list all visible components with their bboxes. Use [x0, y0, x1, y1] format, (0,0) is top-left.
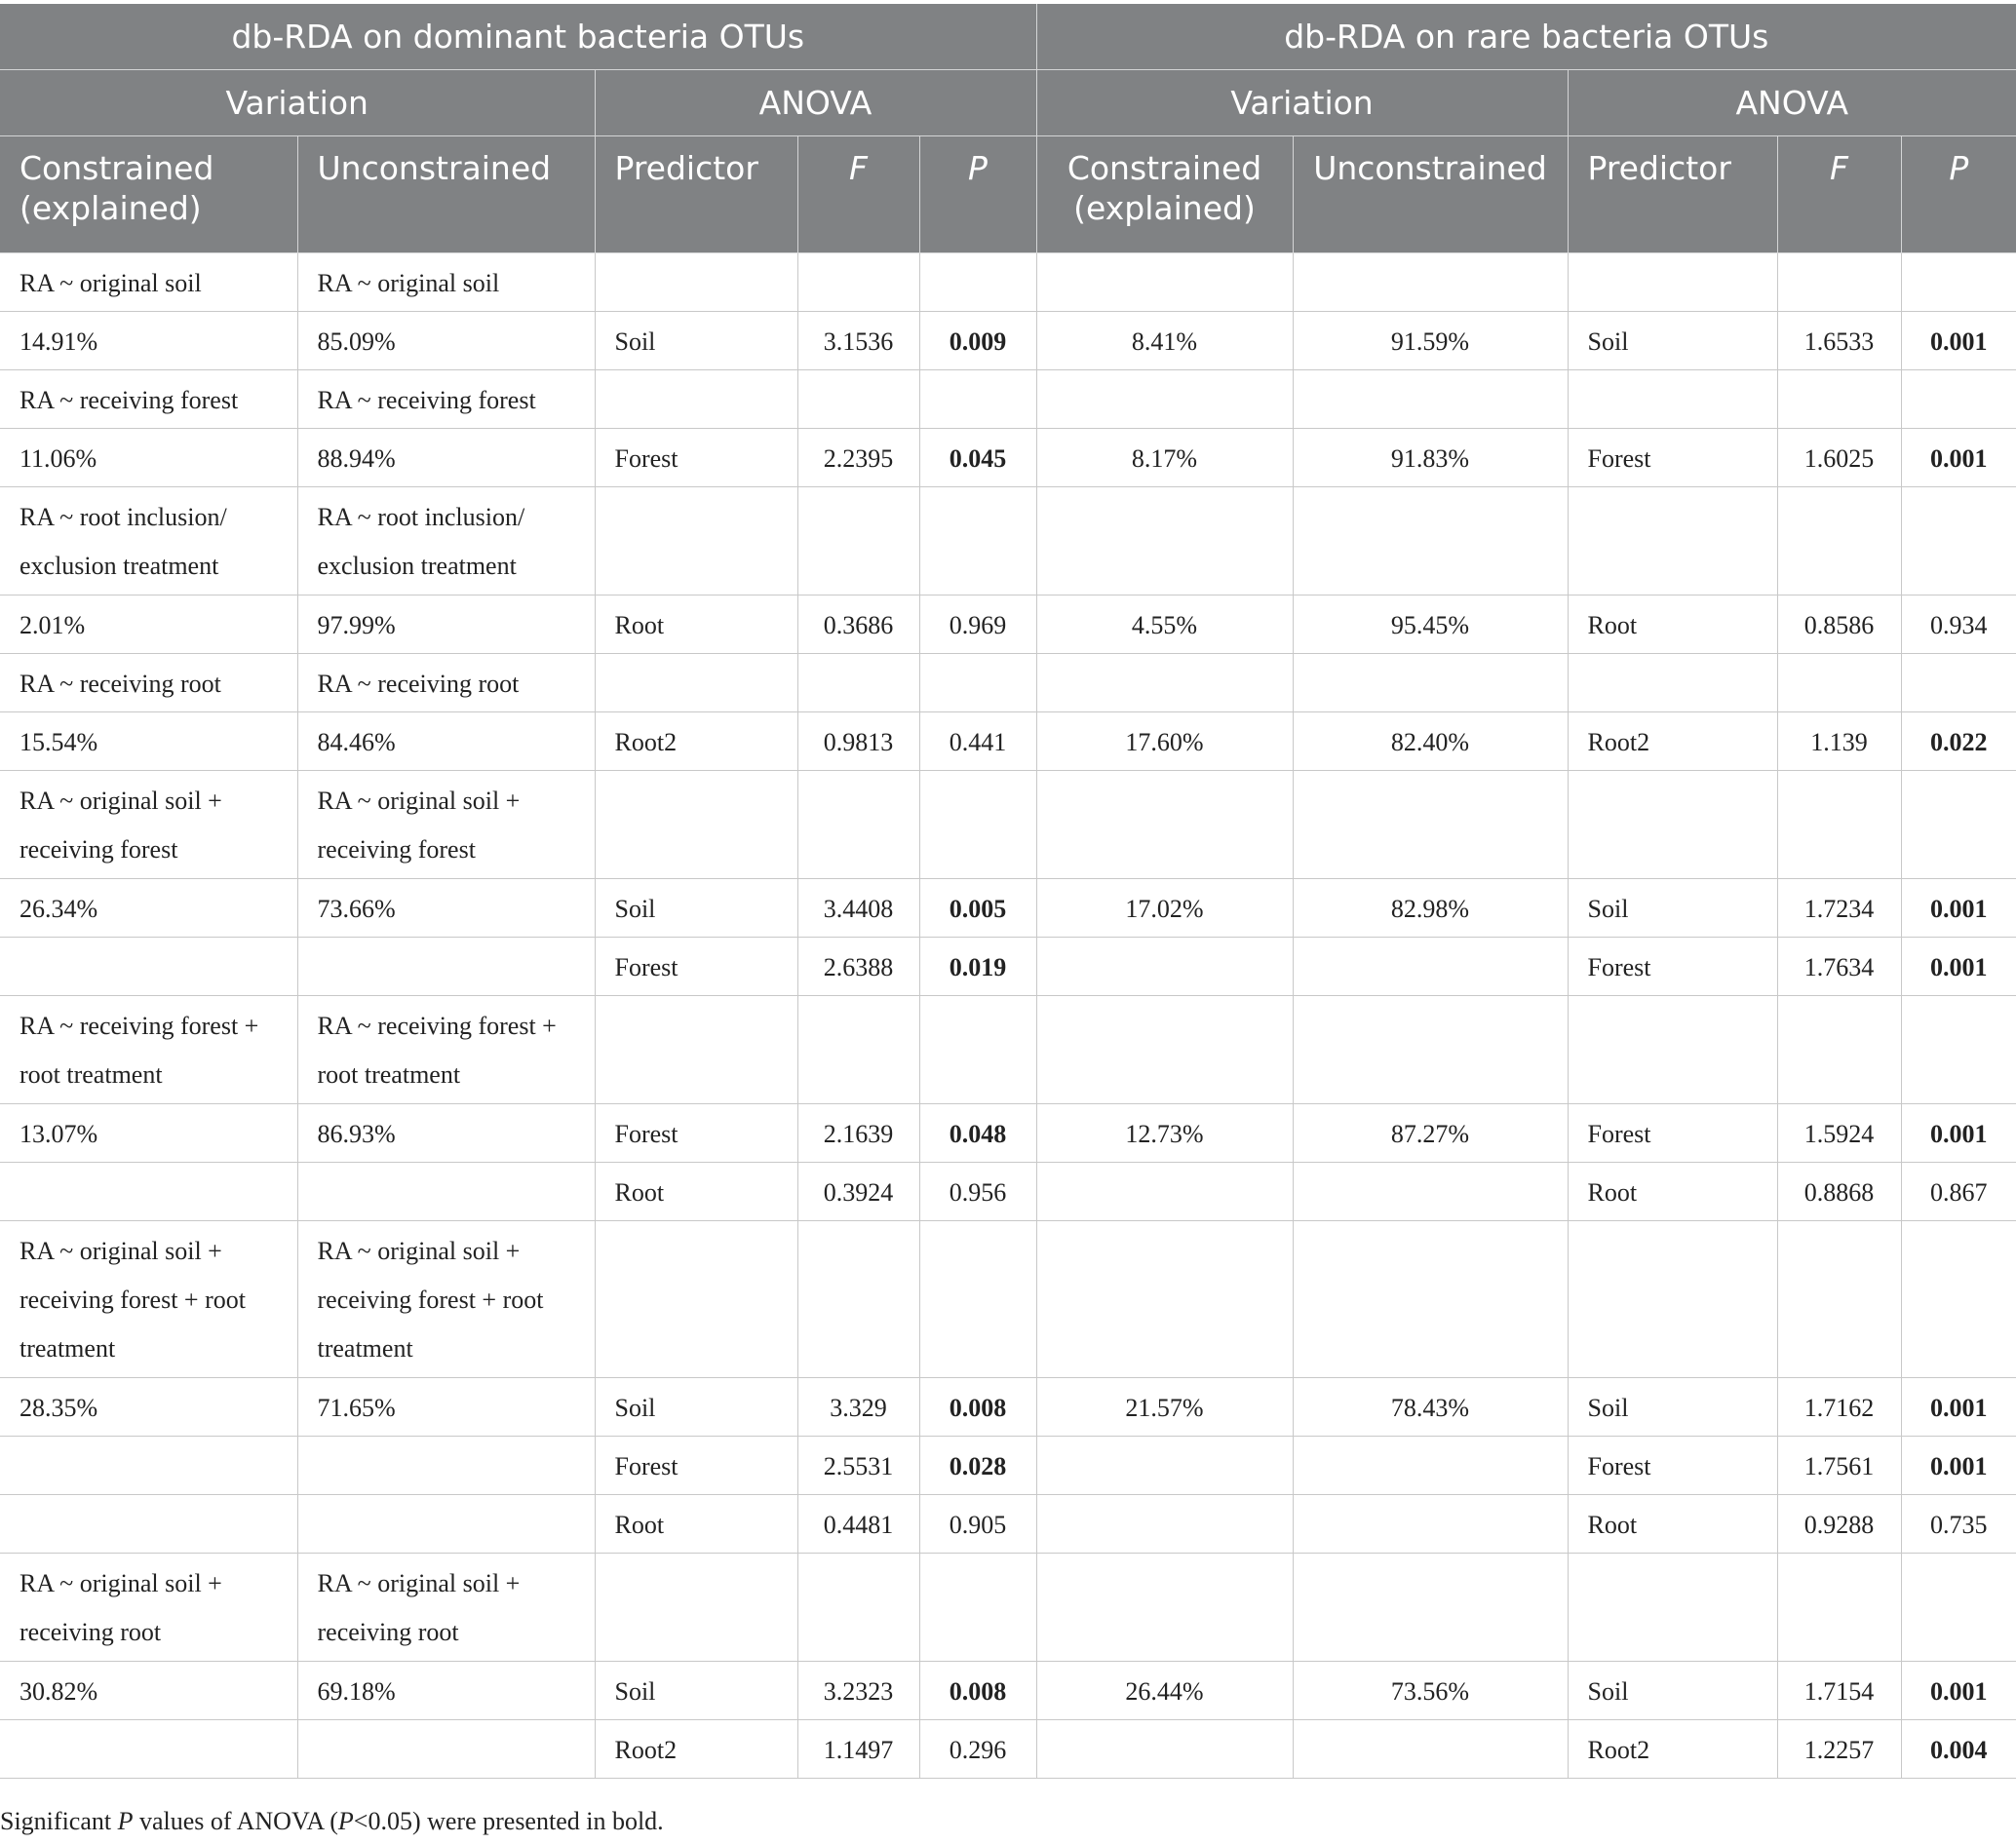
footnote-italic: P [117, 1807, 134, 1835]
cell-constrained-rare: 8.17% [1036, 429, 1293, 487]
cell-empty [1293, 487, 1568, 595]
footnote-text: Significant [0, 1807, 118, 1835]
cell-unconstrained: 69.18% [297, 1662, 595, 1720]
cell-p: 0.008 [919, 1378, 1036, 1437]
cell-empty [1036, 253, 1293, 312]
table-row [0, 1554, 2016, 1662]
cell-p-rare: 0.867 [1901, 1163, 2016, 1221]
cell-constrained: 28.35% [0, 1378, 297, 1437]
cell-empty [1901, 487, 2016, 595]
cell-empty [1293, 996, 1568, 1104]
cell-empty [1777, 654, 1901, 712]
col-f-rare: F [1777, 136, 1901, 253]
cell-unconstrained-rare [1293, 1437, 1568, 1495]
table-row [0, 771, 2016, 879]
cell-p: 0.009 [919, 312, 1036, 370]
cell-empty [919, 771, 1036, 879]
table-row [0, 712, 2016, 771]
footnote-text: values of ANOVA ( [133, 1807, 338, 1835]
cell-empty [595, 253, 797, 312]
table-row [0, 1378, 2016, 1437]
cell-formula: RA ~ original soil [297, 253, 595, 312]
col-predictor: Predictor [595, 136, 797, 253]
cell-f: 2.6388 [797, 938, 919, 996]
cell-constrained-rare: 17.02% [1036, 879, 1293, 938]
cell-unconstrained: 88.94% [297, 429, 595, 487]
table-row [0, 938, 2016, 996]
cell-empty [1293, 370, 1568, 429]
cell-formula: RA ~ original soil + receiving forest [0, 771, 297, 879]
col-unconstrained-rare: Unconstrained [1293, 136, 1568, 253]
cell-empty [1777, 996, 1901, 1104]
cell-p: 0.045 [919, 429, 1036, 487]
cell-p: 0.008 [919, 1662, 1036, 1720]
cell-unconstrained-rare [1293, 938, 1568, 996]
cell-empty [595, 996, 797, 1104]
cell-empty [1036, 370, 1293, 429]
cell-formula: RA ~ receiving forest + root treatment [0, 996, 297, 1104]
cell-f: 0.4481 [797, 1495, 919, 1554]
cell-unconstrained: 97.99% [297, 595, 595, 654]
cell-predictor: Root [595, 1163, 797, 1221]
cell-empty [919, 370, 1036, 429]
cell-empty [1036, 996, 1293, 1104]
table-row [0, 595, 2016, 654]
header-column-row [0, 136, 2016, 253]
cell-predictor: Root [595, 1495, 797, 1554]
table-row [0, 487, 2016, 595]
cell-p-rare: 0.004 [1901, 1720, 2016, 1779]
cell-p-rare: 0.735 [1901, 1495, 2016, 1554]
cell-p-rare: 0.001 [1901, 1437, 2016, 1495]
cell-empty [919, 1554, 1036, 1662]
cell-empty [797, 996, 919, 1104]
cell-predictor: Soil [595, 312, 797, 370]
cell-empty [919, 1221, 1036, 1378]
cell-empty [1777, 1221, 1901, 1378]
cell-predictor: Forest [595, 1104, 797, 1163]
cell-predictor-rare: Root [1568, 1495, 1777, 1554]
cell-unconstrained [297, 1163, 595, 1221]
cell-empty [1901, 1554, 2016, 1662]
cell-f-rare: 0.9288 [1777, 1495, 1901, 1554]
col-f: F [797, 136, 919, 253]
cell-constrained-rare [1036, 938, 1293, 996]
table-container [0, 4, 2016, 1779]
cell-constrained: 26.34% [0, 879, 297, 938]
cell-f: 0.9813 [797, 712, 919, 771]
cell-constrained-rare: 17.60% [1036, 712, 1293, 771]
cell-predictor: Soil [595, 1662, 797, 1720]
col-unconstrained: Unconstrained [297, 136, 595, 253]
cell-predictor-rare: Root [1568, 595, 1777, 654]
header-sub-row [0, 70, 2016, 136]
table-row [0, 1437, 2016, 1495]
col-predictor-rare: Predictor [1568, 136, 1777, 253]
cell-constrained: 11.06% [0, 429, 297, 487]
cell-empty [1777, 487, 1901, 595]
cell-f-rare: 1.6025 [1777, 429, 1901, 487]
cell-empty [1568, 1554, 1777, 1662]
cell-unconstrained-rare: 78.43% [1293, 1378, 1568, 1437]
cell-constrained-rare [1036, 1437, 1293, 1495]
cell-f: 0.3686 [797, 595, 919, 654]
cell-predictor: Forest [595, 429, 797, 487]
cell-f-rare: 1.139 [1777, 712, 1901, 771]
cell-empty [1568, 1221, 1777, 1378]
cell-predictor-rare: Soil [1568, 1378, 1777, 1437]
cell-unconstrained-rare: 87.27% [1293, 1104, 1568, 1163]
cell-unconstrained [297, 1495, 595, 1554]
cell-p-rare: 0.934 [1901, 595, 2016, 654]
cell-p-rare: 0.001 [1901, 312, 2016, 370]
cell-predictor: Forest [595, 1437, 797, 1495]
cell-empty [1901, 253, 2016, 312]
cell-f-rare: 1.7634 [1777, 938, 1901, 996]
table-row [0, 1662, 2016, 1720]
cell-predictor-rare: Forest [1568, 429, 1777, 487]
cell-f: 3.2323 [797, 1662, 919, 1720]
cell-p: 0.296 [919, 1720, 1036, 1779]
cell-predictor-rare: Root2 [1568, 1720, 1777, 1779]
cell-unconstrained: 84.46% [297, 712, 595, 771]
cell-constrained [0, 1163, 297, 1221]
cell-unconstrained [297, 938, 595, 996]
cell-empty [1568, 996, 1777, 1104]
cell-empty [1901, 654, 2016, 712]
header-rare: db-RDA on rare bacteria OTUs [1036, 4, 2016, 70]
col-constrained-rare: Constrained (explained) [1036, 136, 1293, 253]
cell-empty [1901, 1221, 2016, 1378]
cell-p: 0.048 [919, 1104, 1036, 1163]
cell-unconstrained: 73.66% [297, 879, 595, 938]
cell-p: 0.028 [919, 1437, 1036, 1495]
cell-predictor-rare: Root2 [1568, 712, 1777, 771]
cell-unconstrained [297, 1437, 595, 1495]
cell-constrained [0, 1495, 297, 1554]
header-dominant: db-RDA on dominant bacteria OTUs [0, 4, 1036, 70]
cell-f-rare: 1.7162 [1777, 1378, 1901, 1437]
cell-f: 3.1536 [797, 312, 919, 370]
cell-predictor: Soil [595, 879, 797, 938]
cell-empty [1036, 771, 1293, 879]
cell-formula: RA ~ receiving root [0, 654, 297, 712]
cell-empty [1901, 996, 2016, 1104]
cell-p-rare: 0.022 [1901, 712, 2016, 771]
cell-empty [1568, 487, 1777, 595]
cell-unconstrained-rare: 91.59% [1293, 312, 1568, 370]
cell-f-rare: 0.8868 [1777, 1163, 1901, 1221]
table-row [0, 1720, 2016, 1779]
cell-unconstrained: 85.09% [297, 312, 595, 370]
cell-constrained: 30.82% [0, 1662, 297, 1720]
cell-f: 2.5531 [797, 1437, 919, 1495]
cell-empty [797, 1221, 919, 1378]
table-row [0, 879, 2016, 938]
cell-constrained-rare: 12.73% [1036, 1104, 1293, 1163]
cell-unconstrained: 86.93% [297, 1104, 595, 1163]
cell-predictor-rare: Forest [1568, 1437, 1777, 1495]
cell-unconstrained-rare: 82.98% [1293, 879, 1568, 938]
cell-empty [1293, 1221, 1568, 1378]
cell-empty [1036, 654, 1293, 712]
cell-f-rare: 1.6533 [1777, 312, 1901, 370]
table-row [0, 1221, 2016, 1378]
cell-f-rare: 1.2257 [1777, 1720, 1901, 1779]
cell-empty [797, 771, 919, 879]
cell-predictor-rare: Soil [1568, 879, 1777, 938]
results-table [0, 4, 2016, 1779]
cell-formula: RA ~ receiving forest [0, 370, 297, 429]
cell-constrained: 14.91% [0, 312, 297, 370]
cell-p: 0.019 [919, 938, 1036, 996]
cell-predictor: Root2 [595, 1720, 797, 1779]
cell-predictor-rare: Forest [1568, 938, 1777, 996]
cell-predictor: Soil [595, 1378, 797, 1437]
cell-p-rare: 0.001 [1901, 1378, 2016, 1437]
cell-f-rare: 1.7234 [1777, 879, 1901, 938]
cell-empty [1293, 654, 1568, 712]
cell-empty [1293, 1554, 1568, 1662]
cell-formula: RA ~ original soil [0, 253, 297, 312]
cell-constrained [0, 1720, 297, 1779]
header-group-row [0, 4, 2016, 70]
header-anova-rare: ANOVA [1568, 70, 2016, 136]
cell-empty [1568, 771, 1777, 879]
table-row [0, 1104, 2016, 1163]
cell-constrained-rare: 21.57% [1036, 1378, 1293, 1437]
cell-empty [595, 771, 797, 879]
cell-empty [1777, 370, 1901, 429]
cell-p-rare: 0.001 [1901, 938, 2016, 996]
cell-formula: RA ~ original soil + receiving forest + root treatment [0, 1221, 297, 1378]
table-row [0, 654, 2016, 712]
header-variation-dominant: Variation [0, 70, 595, 136]
cell-formula: RA ~ original soil + receiving root [0, 1554, 297, 1662]
cell-predictor: Root2 [595, 712, 797, 771]
cell-formula: RA ~ root inclusion/ exclusion treatment [0, 487, 297, 595]
col-p-rare: P [1901, 136, 2016, 253]
cell-constrained: 13.07% [0, 1104, 297, 1163]
cell-f: 0.3924 [797, 1163, 919, 1221]
cell-formula: RA ~ original soil + receiving forest + root treatment [297, 1221, 595, 1378]
cell-unconstrained [297, 1720, 595, 1779]
cell-formula: RA ~ original soil + receiving root [297, 1554, 595, 1662]
cell-predictor-rare: Forest [1568, 1104, 1777, 1163]
cell-unconstrained: 71.65% [297, 1378, 595, 1437]
cell-empty [919, 654, 1036, 712]
cell-f: 2.2395 [797, 429, 919, 487]
cell-empty [595, 1221, 797, 1378]
table-row [0, 1495, 2016, 1554]
cell-empty [919, 487, 1036, 595]
cell-constrained: 2.01% [0, 595, 297, 654]
cell-empty [1568, 370, 1777, 429]
cell-constrained-rare: 8.41% [1036, 312, 1293, 370]
cell-empty [1293, 771, 1568, 879]
cell-unconstrained-rare [1293, 1720, 1568, 1779]
cell-f-rare: 0.8586 [1777, 595, 1901, 654]
col-constrained: Constrained (explained) [0, 136, 297, 253]
cell-formula: RA ~ receiving root [297, 654, 595, 712]
cell-empty [1777, 1554, 1901, 1662]
cell-empty [595, 1554, 797, 1662]
header-anova-dominant: ANOVA [595, 70, 1036, 136]
cell-predictor: Forest [595, 938, 797, 996]
cell-empty [595, 654, 797, 712]
table-row [0, 312, 2016, 370]
cell-empty [1036, 487, 1293, 595]
header-variation-rare: Variation [1036, 70, 1568, 136]
cell-constrained [0, 938, 297, 996]
cell-empty [797, 370, 919, 429]
cell-predictor: Root [595, 595, 797, 654]
cell-empty [797, 1554, 919, 1662]
cell-formula: RA ~ original soil + receiving forest [297, 771, 595, 879]
cell-f: 1.1497 [797, 1720, 919, 1779]
cell-p: 0.441 [919, 712, 1036, 771]
cell-formula: RA ~ receiving forest + root treatment [297, 996, 595, 1104]
table-row [0, 253, 2016, 312]
footnote-italic: P [337, 1807, 354, 1835]
cell-f-rare: 1.7154 [1777, 1662, 1901, 1720]
cell-empty [595, 370, 797, 429]
cell-constrained-rare: 4.55% [1036, 595, 1293, 654]
cell-empty [1036, 1221, 1293, 1378]
cell-unconstrained-rare: 95.45% [1293, 595, 1568, 654]
cell-empty [797, 654, 919, 712]
cell-unconstrained-rare: 82.40% [1293, 712, 1568, 771]
cell-empty [1777, 253, 1901, 312]
footnote [0, 1807, 664, 1836]
cell-f: 3.329 [797, 1378, 919, 1437]
table-body [0, 253, 2016, 1779]
cell-empty [1777, 771, 1901, 879]
cell-unconstrained-rare [1293, 1495, 1568, 1554]
cell-empty [1036, 1554, 1293, 1662]
cell-predictor-rare: Root [1568, 1163, 1777, 1221]
cell-empty [797, 253, 919, 312]
col-p: P [919, 136, 1036, 253]
cell-formula: RA ~ root inclusion/ exclusion treatment [297, 487, 595, 595]
cell-p: 0.956 [919, 1163, 1036, 1221]
cell-f: 2.1639 [797, 1104, 919, 1163]
cell-predictor-rare: Soil [1568, 312, 1777, 370]
table-row [0, 429, 2016, 487]
cell-unconstrained-rare [1293, 1163, 1568, 1221]
cell-constrained-rare [1036, 1495, 1293, 1554]
cell-f-rare: 1.5924 [1777, 1104, 1901, 1163]
cell-unconstrained-rare: 91.83% [1293, 429, 1568, 487]
cell-predictor-rare: Soil [1568, 1662, 1777, 1720]
cell-p: 0.905 [919, 1495, 1036, 1554]
cell-unconstrained-rare: 73.56% [1293, 1662, 1568, 1720]
cell-empty [1901, 370, 2016, 429]
footnote-text: <0.05) were presented in bold. [353, 1807, 664, 1835]
table-row [0, 996, 2016, 1104]
table-row [0, 370, 2016, 429]
table-row [0, 1163, 2016, 1221]
cell-p: 0.969 [919, 595, 1036, 654]
cell-empty [1901, 771, 2016, 879]
cell-empty [797, 487, 919, 595]
cell-empty [595, 487, 797, 595]
cell-empty [919, 996, 1036, 1104]
cell-constrained-rare [1036, 1720, 1293, 1779]
cell-empty [919, 253, 1036, 312]
cell-p-rare: 0.001 [1901, 1662, 2016, 1720]
cell-empty [1568, 253, 1777, 312]
cell-p: 0.005 [919, 879, 1036, 938]
cell-empty [1568, 654, 1777, 712]
cell-p-rare: 0.001 [1901, 429, 2016, 487]
cell-constrained [0, 1437, 297, 1495]
cell-f: 3.4408 [797, 879, 919, 938]
cell-p-rare: 0.001 [1901, 1104, 2016, 1163]
cell-formula: RA ~ receiving forest [297, 370, 595, 429]
cell-empty [1293, 253, 1568, 312]
cell-p-rare: 0.001 [1901, 879, 2016, 938]
cell-constrained-rare: 26.44% [1036, 1662, 1293, 1720]
cell-f-rare: 1.7561 [1777, 1437, 1901, 1495]
cell-constrained: 15.54% [0, 712, 297, 771]
cell-constrained-rare [1036, 1163, 1293, 1221]
